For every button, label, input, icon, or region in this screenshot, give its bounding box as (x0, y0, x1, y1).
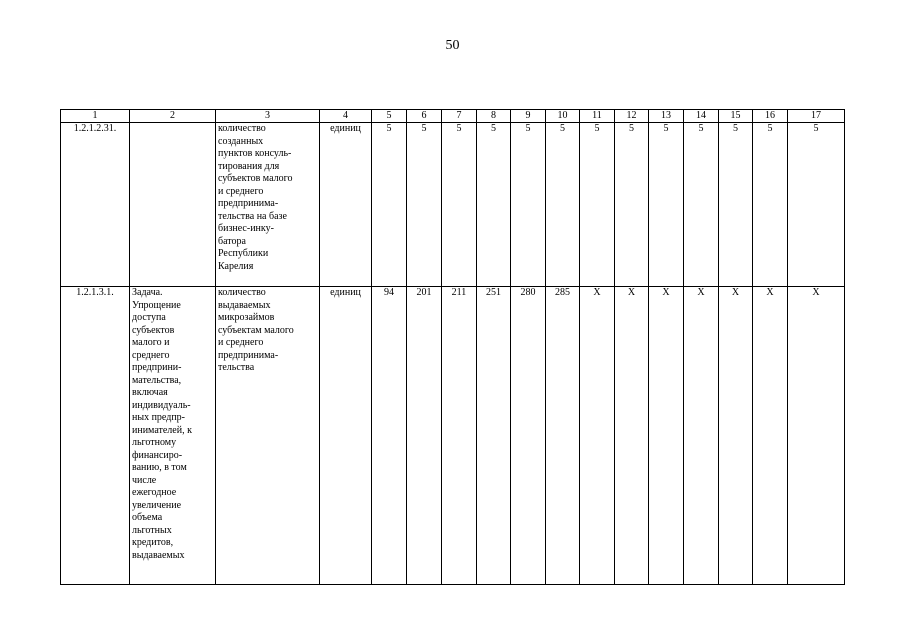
task-line: кредитов, (132, 537, 174, 548)
header-cell: 9 (511, 110, 546, 123)
header-row (61, 110, 845, 123)
indicator-line: выдаваемых (218, 299, 271, 311)
header-cell: 8 (477, 110, 511, 123)
indicator-line: Карелия (218, 260, 254, 272)
task-cell (130, 287, 216, 585)
header-cell: 11 (580, 110, 615, 123)
header-cell: 13 (649, 110, 684, 123)
value-cell: 5 (684, 123, 719, 287)
task-line: объема (132, 512, 163, 523)
value-cell: Х (615, 287, 649, 585)
task-line: включая (132, 387, 168, 398)
value-cell: Х (719, 287, 753, 585)
task-line: малого и (132, 337, 170, 348)
task-line: Упрощение (132, 299, 181, 311)
header-cell: 2 (130, 110, 216, 123)
page-number: 50 (445, 38, 460, 53)
header-cell: 15 (719, 110, 753, 123)
task-line: выдаваемых (132, 549, 185, 561)
value-cell: Х (649, 287, 684, 585)
value-cell: 251 (477, 287, 511, 585)
task-line: мательства, (132, 374, 182, 386)
header-cell: 5 (372, 110, 407, 123)
indicator-line: тельства (218, 362, 255, 373)
task-line: льготных (132, 524, 172, 536)
indicator-line: пунктов консуль- (218, 148, 292, 159)
indicator-line: бизнес-инку- (218, 223, 274, 234)
value-cell: Х (753, 287, 788, 585)
value-cell: Х (788, 287, 845, 585)
task-line: финансиро- (132, 449, 183, 461)
value-cell: Х (684, 287, 719, 585)
task-line: среднего (132, 349, 170, 361)
table-row (61, 287, 845, 585)
indicator-line: количество (218, 123, 266, 134)
value-cell: 201 (407, 287, 442, 585)
table-row (61, 123, 845, 287)
indicator-line: субъектов малого (218, 173, 293, 184)
indicator-line: Республики (218, 248, 269, 259)
task-cell (130, 123, 216, 287)
value-cell: Х (580, 287, 615, 585)
header-cell: 4 (320, 110, 372, 123)
value-cell: 5 (615, 123, 649, 287)
indicator-line: и среднего (218, 185, 264, 197)
indicator-line: батора (218, 235, 246, 247)
task-line: предприни- (132, 362, 182, 373)
value-cell: 5 (719, 123, 753, 287)
indicator-cell (216, 123, 320, 287)
unit-cell: единиц (320, 287, 372, 585)
value-cell: 5 (753, 123, 788, 287)
header-cell: 16 (753, 110, 788, 123)
header-cell: 1 (61, 110, 130, 123)
task-line: доступа (132, 312, 166, 323)
task-line: ванию, в том (132, 462, 187, 473)
value-cell: 5 (511, 123, 546, 287)
task-line: субъектов (132, 324, 175, 336)
task-line: ежегодное (132, 487, 177, 498)
header-cell: 7 (442, 110, 477, 123)
indicator-line: микрозаймов (218, 312, 275, 323)
value-cell: 280 (511, 287, 546, 585)
value-cell: 211 (442, 287, 477, 585)
value-cell: 5 (477, 123, 511, 287)
header-cell: 17 (788, 110, 845, 123)
unit-cell: единиц (320, 123, 372, 287)
value-cell: 5 (546, 123, 580, 287)
data-table (60, 109, 845, 585)
value-cell: 94 (372, 287, 407, 585)
header-cell: 10 (546, 110, 580, 123)
indicator-line: предпринима- (218, 198, 279, 209)
task-line: ных предпр- (132, 412, 185, 423)
row-code: 1.2.1.3.1. (61, 287, 130, 585)
value-cell: 5 (372, 123, 407, 287)
indicator-line: тирования для (218, 160, 280, 172)
value-cell: 285 (546, 287, 580, 585)
header-cell: 14 (684, 110, 719, 123)
value-cell: 5 (649, 123, 684, 287)
indicator-line: созданных (218, 135, 264, 147)
header-cell: 6 (407, 110, 442, 123)
value-cell: 5 (580, 123, 615, 287)
indicator-line: тельства на базе (218, 210, 287, 222)
header-cell: 3 (216, 110, 320, 123)
indicator-line: и среднего (218, 337, 264, 348)
value-cell: 5 (788, 123, 845, 287)
task-line: инимателей, к (132, 424, 192, 436)
task-line: Задача. (132, 287, 163, 298)
task-line: числе (132, 474, 157, 486)
task-line: индивидуаль- (132, 399, 191, 411)
header-cell: 12 (615, 110, 649, 123)
task-line: увеличение (132, 499, 182, 511)
indicator-line: количество (218, 287, 266, 298)
value-cell: 5 (442, 123, 477, 287)
indicator-line: субъектам малого (218, 324, 294, 336)
task-line: льготному (132, 437, 177, 448)
indicator-cell (216, 287, 320, 585)
indicator-line: предпринима- (218, 349, 279, 361)
row-code: 1.2.1.2.31. (61, 123, 130, 287)
value-cell: 5 (407, 123, 442, 287)
